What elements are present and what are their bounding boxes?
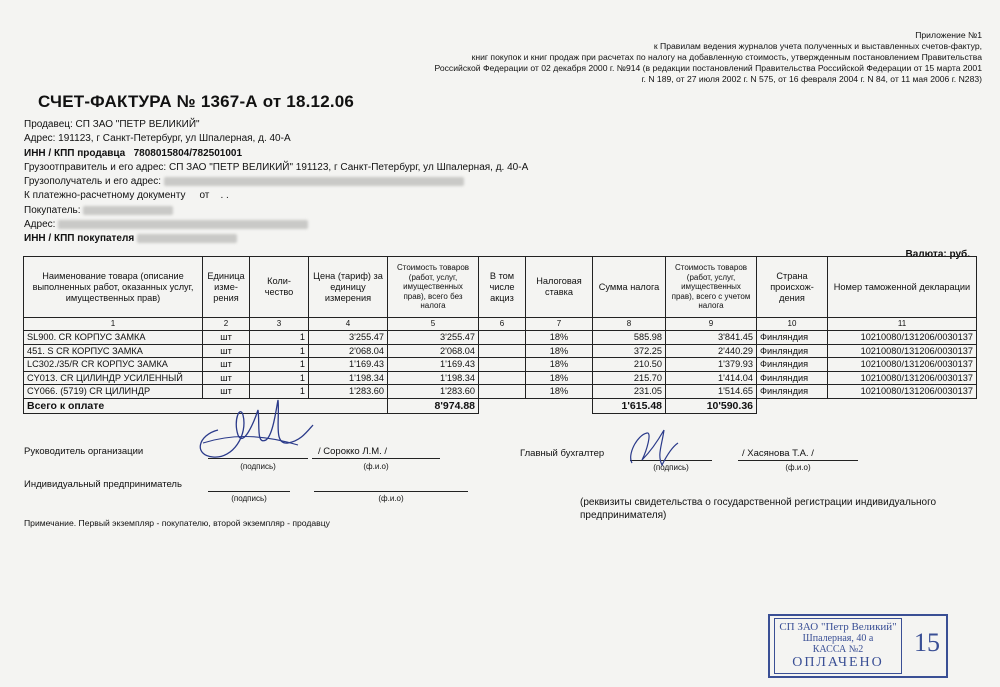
- total-label: Всего к оплате: [24, 398, 388, 413]
- appendix-line: Приложение №1: [915, 30, 982, 40]
- appendix-line: книг покупок и книг продаж при расчетах по налогу на добавленную стоимость, утвержденным постановлением Правительства: [471, 52, 982, 62]
- column-number: 8: [593, 318, 666, 331]
- table-row: [24, 385, 977, 399]
- payment-stamp: [768, 614, 948, 678]
- item-name: CY066. (5719) CR ЦИЛИНДР: [24, 385, 203, 399]
- item-cost: 2'068.04: [388, 344, 479, 358]
- item-rate: 18%: [526, 331, 593, 345]
- shipper-line: Грузоотправитель и его адрес: СП ЗАО "ПЕТР ВЕЛИКИЙ" 191123, г Санкт-Петербург, ул Шпалерная, д. 40-А: [24, 161, 529, 173]
- consignee-row: [24, 175, 528, 189]
- item-name: SL900. CR КОРПУС ЗАМКА: [24, 331, 203, 345]
- appendix-note: [362, 30, 982, 85]
- item-rate: 18%: [526, 371, 593, 385]
- redacted-block: [137, 234, 237, 243]
- table-row: [24, 358, 977, 372]
- item-country: Финляндия: [757, 385, 828, 399]
- column-header: В том числе акциз: [479, 257, 526, 318]
- column-header: Страна происхож-дения: [757, 257, 828, 318]
- signature-caption: (подпись): [240, 462, 276, 471]
- name-line: [738, 460, 858, 461]
- column-header: Сумма налога: [593, 257, 666, 318]
- table-header-row: [24, 257, 977, 318]
- column-number: 1: [24, 318, 203, 331]
- stamp-inner: [774, 618, 902, 674]
- item-name: LC302./35/R CR КОРПУС ЗАМКА: [24, 358, 203, 372]
- item-rate: 18%: [526, 385, 593, 399]
- item-excise: [479, 331, 526, 345]
- redacted-block: [83, 206, 173, 215]
- column-header: Наименование товара (описание выполненных работ, оказанных услуг, имущественных прав): [24, 257, 203, 318]
- item-cost: 3'255.47: [388, 331, 479, 345]
- appendix-line: г. N 189, от 27 июля 2002 г. N 575, от 16 февраля 2004 г. N 84, от 11 мая 2006 г. N283): [641, 74, 982, 84]
- item-declaration: 10210080/131206/0030137: [828, 385, 977, 399]
- item-cost: 1'283.60: [388, 385, 479, 399]
- seller-inn-value: 7808015804/782501001: [133, 147, 243, 159]
- redacted-block: [58, 220, 308, 229]
- table-row: [24, 331, 977, 345]
- item-unit: шт: [203, 371, 250, 385]
- item-country: Финляндия: [757, 331, 828, 345]
- item-excise: [479, 358, 526, 372]
- item-tax: 372.25: [593, 344, 666, 358]
- fio-caption: (ф.и.о): [378, 494, 404, 503]
- buyer-label: Покупатель:: [24, 204, 81, 216]
- buyer-address-row: [24, 218, 528, 232]
- item-tax: 231.05: [593, 385, 666, 399]
- column-number: 7: [526, 318, 593, 331]
- director-signature: [188, 385, 318, 465]
- item-cost: 1'198.34: [388, 371, 479, 385]
- invoice-title: СЧЕТ-ФАКТУРА № 1367-А от 18.12.06: [38, 92, 355, 111]
- item-qty: 1: [250, 344, 309, 358]
- item-tax: 585.98: [593, 331, 666, 345]
- column-number: 5: [388, 318, 479, 331]
- total-cost: 8'974.88: [388, 398, 479, 413]
- item-tax: 215.70: [593, 371, 666, 385]
- item-qty: 1: [250, 371, 309, 385]
- invoice-table: [23, 256, 977, 414]
- item-name: 451. S CR КОРПУС ЗАМКА: [24, 344, 203, 358]
- registration-note: (реквизиты свидетельства о государственной регистрации индивидуального предпринимателя): [580, 497, 937, 521]
- item-qty: 1: [250, 358, 309, 372]
- buyer-inn-label: ИНН / КПП покупателя: [24, 233, 135, 245]
- item-unit: шт: [203, 358, 250, 372]
- total-row: [24, 398, 977, 413]
- payment-doc-label: К платежно-расчетному документу: [24, 190, 186, 202]
- item-unit: шт: [203, 344, 250, 358]
- column-number: 2: [203, 318, 250, 331]
- buyer-address-label: Адрес:: [24, 219, 56, 231]
- signature-caption: (подпись): [653, 463, 689, 472]
- column-header: Стоимость товаров (работ, услуг, имущественных прав), всего без налога: [388, 257, 479, 318]
- item-total: 2'440.29: [666, 344, 757, 358]
- item-declaration: 10210080/131206/0030137: [828, 358, 977, 372]
- item-rate: 18%: [526, 344, 593, 358]
- item-price: 2'068.04: [309, 344, 388, 358]
- column-header: Номер таможенной декларации: [828, 257, 977, 318]
- director-name: / Сорокко Л.М. /: [318, 446, 388, 457]
- item-tax: 210.50: [593, 358, 666, 372]
- item-qty: 1: [250, 385, 309, 399]
- invoice-header: [24, 118, 528, 247]
- item-country: Финляндия: [757, 371, 828, 385]
- buyer-row: [24, 204, 528, 218]
- item-excise: [479, 371, 526, 385]
- column-header: Налоговая ставка: [526, 257, 593, 318]
- director-label: Руководитель организации: [24, 446, 144, 457]
- item-declaration: 10210080/131206/0030137: [828, 331, 977, 345]
- item-price: 1'283.60: [309, 385, 388, 399]
- payment-doc-from: от: [199, 190, 210, 202]
- accountant-label: Главный бухгалтер: [520, 448, 605, 459]
- item-price: 1'169.43: [309, 358, 388, 372]
- item-country: Финляндия: [757, 358, 828, 372]
- seller-inn-label: ИНН / КПП продавца: [24, 147, 126, 159]
- item-country: Финляндия: [757, 344, 828, 358]
- stamp-company: СП ЗАО "Петр Великий": [779, 621, 897, 633]
- item-excise: [479, 385, 526, 399]
- name-line: [314, 491, 468, 492]
- appendix-line: к Правилам ведения журналов учета полученных и выставленных счетов-фактур,: [653, 41, 982, 51]
- column-number: 11: [828, 318, 977, 331]
- seller-inn-row: [24, 147, 528, 161]
- table-row: [24, 371, 977, 385]
- redacted-block: [164, 177, 464, 186]
- item-total: 3'841.45: [666, 331, 757, 345]
- column-header: Цена (тариф) за единицу измерения: [309, 257, 388, 318]
- currency-label: Валюта: руб.: [905, 249, 970, 260]
- fio-caption: (ф.и.о): [785, 463, 811, 472]
- column-number-row: [24, 318, 977, 331]
- signature-caption: (подпись): [231, 494, 267, 503]
- total-spacer: [757, 398, 977, 413]
- column-number: 4: [309, 318, 388, 331]
- item-declaration: 10210080/131206/0030137: [828, 371, 977, 385]
- column-number: 9: [666, 318, 757, 331]
- item-rate: 18%: [526, 358, 593, 372]
- signature-line: [208, 491, 290, 492]
- item-price: 1'198.34: [309, 371, 388, 385]
- item-cost: 1'169.43: [388, 358, 479, 372]
- payment-doc-row: [24, 189, 528, 203]
- payment-doc-dots: . .: [220, 190, 229, 202]
- name-line: [312, 458, 440, 459]
- stamp-number: 15: [914, 628, 940, 657]
- column-header: Единица изме-рения: [203, 257, 250, 318]
- column-number: 10: [757, 318, 828, 331]
- item-total: 1'379.93: [666, 358, 757, 372]
- consignee-label: Грузополучатель и его адрес:: [24, 176, 161, 188]
- accountant-signature: [622, 425, 682, 470]
- table-row: [24, 344, 977, 358]
- item-unit: шт: [203, 331, 250, 345]
- copies-note: Примечание. Первый экземпляр - покупателю, второй экземпляр - продавцу: [24, 518, 330, 528]
- seller-line: Продавец: СП ЗАО "ПЕТР ВЕЛИКИЙ": [24, 119, 200, 130]
- item-excise: [479, 344, 526, 358]
- total-sum: 10'590.36: [666, 398, 757, 413]
- stamp-paid: ОПЛАЧЕНО: [792, 655, 884, 670]
- item-unit: шт: [203, 385, 250, 399]
- appendix-line: Российской Федерации от 02 декабря 2000 г. №914 (в редакции постановлений Правительства Российской Федерации от 15 марта 2001: [434, 63, 982, 73]
- item-qty: 1: [250, 331, 309, 345]
- column-header: Стоимость товаров (работ, услуг, имущественных прав), всего с учетом налога: [666, 257, 757, 318]
- item-total: 1'414.04: [666, 371, 757, 385]
- stamp-address: Шпалерная, 40 а: [802, 633, 874, 644]
- item-declaration: 10210080/131206/0030137: [828, 344, 977, 358]
- item-price: 3'255.47: [309, 331, 388, 345]
- fio-caption: (ф.и.о): [363, 462, 389, 471]
- entrepreneur-label: Индивидуальный предприниматель: [24, 479, 182, 490]
- column-header: Коли-чество: [250, 257, 309, 318]
- stamp-cashdesk: КАССА №2: [812, 644, 864, 655]
- total-spacer: [479, 398, 593, 413]
- seller-address: Адрес: 191123, г Санкт-Петербург, ул Шпалерная, д. 40-А: [24, 133, 291, 145]
- accountant-name: / Хасянова Т.А. /: [742, 448, 814, 459]
- column-number: 6: [479, 318, 526, 331]
- item-name: CY013. CR ЦИЛИНДР УСИЛЕННЫЙ: [24, 371, 203, 385]
- total-tax: 1'615.48: [593, 398, 666, 413]
- column-number: 3: [250, 318, 309, 331]
- item-total: 1'514.65: [666, 385, 757, 399]
- buyer-inn-row: [24, 232, 528, 246]
